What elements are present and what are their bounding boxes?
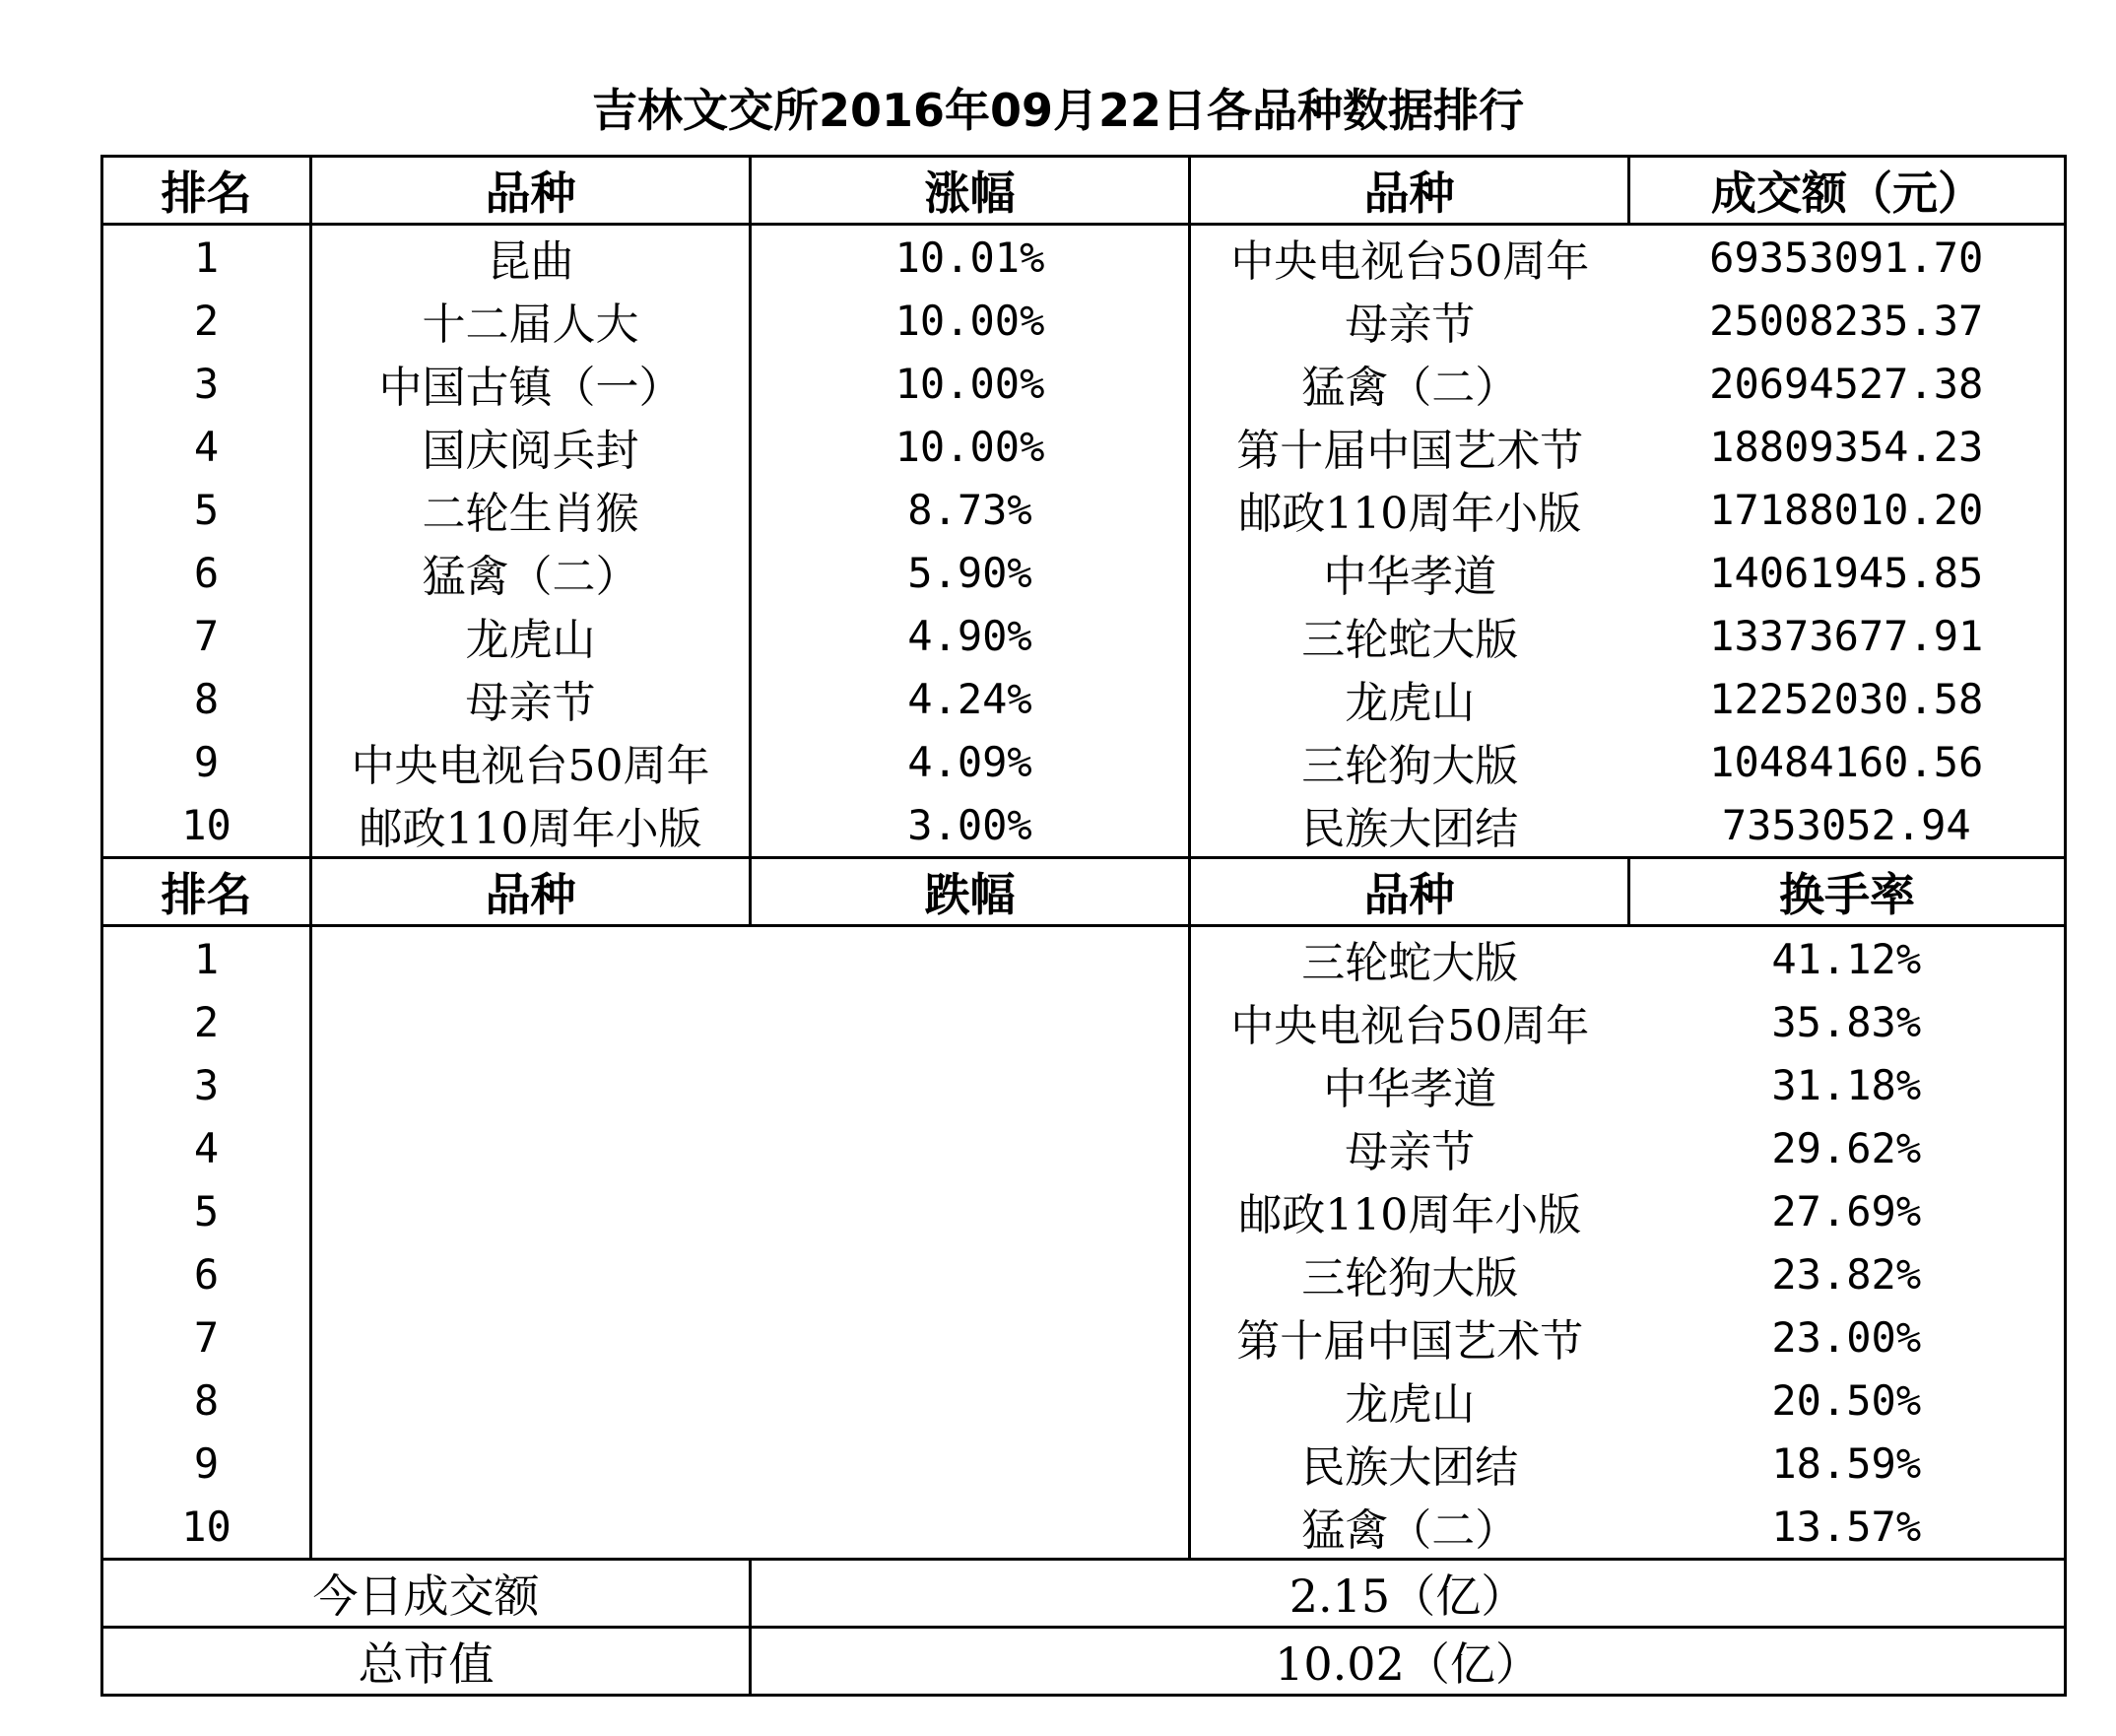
- header-rank: 排名: [102, 157, 311, 225]
- header-gainer-name: 品种: [311, 157, 751, 225]
- drop-cell: [751, 1179, 1190, 1242]
- turnover-rate-cell: 27.69%: [1629, 1179, 2066, 1242]
- table-row: [102, 478, 2066, 541]
- gain-cell: 3.00%: [751, 793, 1190, 858]
- drop-cell: [751, 1242, 1190, 1305]
- drop-cell: [751, 1305, 1190, 1369]
- volume-value-cell: 25008235.37: [1629, 289, 2066, 352]
- volume-name-cell: 母亲节: [1190, 289, 1629, 352]
- rank-cell: 4: [102, 415, 311, 478]
- turnover-name-cell: 中华孝道: [1190, 1053, 1629, 1116]
- gain-cell: 10.00%: [894, 359, 1045, 408]
- gainer-name-cell: 昆曲: [311, 225, 751, 290]
- volume-value-cell: 69353091.70: [1629, 225, 2066, 290]
- turnover-rate-cell: 13.57%: [1629, 1495, 2066, 1560]
- table-row: [102, 730, 2066, 793]
- rank-cell: 2: [102, 990, 311, 1053]
- section1-body: [102, 225, 2066, 858]
- page-title: 吉林文交所2016年09月22日各品种数据排行: [591, 84, 1525, 137]
- volume-name-cell: 第十届中国艺术节: [1190, 415, 1629, 478]
- loser-name-cell: [311, 1179, 751, 1242]
- table-row: [102, 604, 2066, 667]
- header-volume-value: 成交额（元）: [1629, 157, 2066, 225]
- section2-body: [102, 926, 2066, 1560]
- header-loser-name: 品种: [311, 858, 751, 926]
- gainer-name-cell: 中央电视台50周年: [311, 730, 751, 793]
- header-turnover-name: 品种: [1190, 858, 1629, 926]
- table-row: [102, 1179, 2066, 1242]
- gainer-name-cell: 邮政110周年小版: [311, 793, 751, 858]
- turnover-name-cell: 母亲节: [1190, 1116, 1629, 1179]
- rank-cell: 7: [102, 604, 311, 667]
- loser-name-cell: [311, 990, 751, 1053]
- volume-name-cell: 民族大团结: [1190, 793, 1629, 858]
- header-volume-name: 品种: [1190, 157, 1629, 225]
- table-row: [102, 667, 2066, 730]
- turnover-rate-cell: 31.18%: [1629, 1053, 2066, 1116]
- table-row: [102, 1242, 2066, 1305]
- table-row: [102, 415, 2066, 478]
- ranking-table-wrapper: [100, 155, 2064, 1697]
- header-gain: 涨幅: [751, 157, 1190, 225]
- volume-value-cell: 18809354.23: [1629, 415, 2066, 478]
- rank-cell: 10: [102, 793, 311, 858]
- rank-cell: 6: [102, 541, 311, 604]
- table-row: [102, 541, 2066, 604]
- volume-value-cell: 10484160.56: [1629, 730, 2066, 793]
- loser-name-cell: [311, 1369, 751, 1432]
- drop-cell: [751, 990, 1190, 1053]
- loser-name-cell: [311, 926, 751, 991]
- marketcap-label: 总市值: [102, 1628, 751, 1696]
- loser-name-cell: [311, 1432, 751, 1495]
- volume-name-cell: 三轮狗大版: [1190, 730, 1629, 793]
- rank-cell: 9: [102, 730, 311, 793]
- gain-cell: 10.00%: [894, 422, 1045, 471]
- gain-cell: 4.90%: [907, 611, 1032, 660]
- table-row: [102, 793, 2066, 858]
- table-row: [102, 352, 2066, 415]
- summary-marketcap-row: [102, 1628, 2066, 1696]
- gain-cell: 4.09%: [907, 737, 1032, 786]
- turnover-rate-cell: 29.62%: [1629, 1116, 2066, 1179]
- gain-cell: 10.01%: [894, 233, 1045, 282]
- rank-cell: 2: [102, 289, 311, 352]
- volume-name-cell: 三轮蛇大版: [1190, 604, 1629, 667]
- turnover-name-cell: 中央电视台50周年: [1190, 990, 1629, 1053]
- rank-cell: 5: [102, 1179, 311, 1242]
- gain-cell: 10.00%: [894, 296, 1045, 345]
- table-row: [102, 289, 2066, 352]
- gainer-name-cell: 中国古镇（一）: [311, 352, 751, 415]
- turnover-name-cell: 三轮狗大版: [1190, 1242, 1629, 1305]
- turnover-label: 今日成交额: [102, 1560, 751, 1628]
- drop-cell: [751, 1432, 1190, 1495]
- ranking-table: [100, 155, 2067, 1697]
- turnover-rate-cell: 41.12%: [1629, 926, 2066, 991]
- volume-value-cell: 14061945.85: [1629, 541, 2066, 604]
- table-row: [102, 1305, 2066, 1369]
- summary-turnover-row: [102, 1560, 2066, 1628]
- marketcap-value: 10.02（亿）: [751, 1628, 2066, 1696]
- rank-cell: 5: [102, 478, 311, 541]
- loser-name-cell: [311, 1116, 751, 1179]
- rank-cell: 6: [102, 1242, 311, 1305]
- volume-value-cell: 12252030.58: [1629, 667, 2066, 730]
- rank-cell: 1: [102, 225, 311, 290]
- turnover-name-cell: 民族大团结: [1190, 1432, 1629, 1495]
- turnover-rate-cell: 23.00%: [1629, 1305, 2066, 1369]
- rank-cell: 4: [102, 1116, 311, 1179]
- rank-cell: 7: [102, 1305, 311, 1369]
- volume-value-cell: 7353052.94: [1629, 793, 2066, 858]
- volume-value-cell: 13373677.91: [1629, 604, 2066, 667]
- loser-name-cell: [311, 1242, 751, 1305]
- turnover-rate-cell: 35.83%: [1629, 990, 2066, 1053]
- rank-cell: 3: [102, 1053, 311, 1116]
- volume-name-cell: 猛禽（二）: [1190, 352, 1629, 415]
- header-turnover-rate: 换手率: [1629, 858, 2066, 926]
- gainer-name-cell: 二轮生肖猴: [311, 478, 751, 541]
- drop-cell: [751, 1116, 1190, 1179]
- rank-cell: 3: [102, 352, 311, 415]
- table-row: [102, 1369, 2066, 1432]
- turnover-name-cell: 猛禽（二）: [1190, 1495, 1629, 1560]
- drop-cell: [751, 1053, 1190, 1116]
- rank-cell: 8: [102, 1369, 311, 1432]
- volume-name-cell: 龙虎山: [1190, 667, 1629, 730]
- turnover-rate-cell: 20.50%: [1629, 1369, 2066, 1432]
- gainer-name-cell: 母亲节: [311, 667, 751, 730]
- gainer-name-cell: 龙虎山: [311, 604, 751, 667]
- table-row: [102, 1053, 2066, 1116]
- gainer-name-cell: 十二届人大: [311, 289, 751, 352]
- table-row: [102, 926, 2066, 991]
- gainer-name-cell: 国庆阅兵封: [311, 415, 751, 478]
- loser-name-cell: [311, 1053, 751, 1116]
- rank-cell: 8: [102, 667, 311, 730]
- rank-cell: 9: [102, 1432, 311, 1495]
- header-rank: 排名: [102, 858, 311, 926]
- turnover-name-cell: 第十届中国艺术节: [1190, 1305, 1629, 1369]
- loser-name-cell: [311, 1495, 751, 1560]
- volume-value-cell: 17188010.20: [1629, 478, 2066, 541]
- table-row: [102, 1116, 2066, 1179]
- turnover-name-cell: 邮政110周年小版: [1190, 1179, 1629, 1242]
- drop-cell: [751, 926, 1190, 991]
- section2-header-row: [102, 858, 2066, 926]
- rank-cell: 10: [102, 1495, 311, 1560]
- turnover-name-cell: 龙虎山: [1190, 1369, 1629, 1432]
- volume-name-cell: 中华孝道: [1190, 541, 1629, 604]
- loser-name-cell: [311, 1305, 751, 1369]
- volume-name-cell: 中央电视台50周年: [1190, 225, 1629, 290]
- section1-header-row: [102, 157, 2066, 225]
- table-row: [102, 225, 2066, 290]
- table-row: [102, 990, 2066, 1053]
- drop-cell: [751, 1495, 1190, 1560]
- volume-value-cell: 20694527.38: [1629, 352, 2066, 415]
- volume-name-cell: 邮政110周年小版: [1190, 478, 1629, 541]
- turnover-rate-cell: 23.82%: [1629, 1242, 2066, 1305]
- header-drop: 跌幅: [751, 858, 1190, 926]
- turnover-value: 2.15（亿）: [751, 1560, 2066, 1628]
- table-row: [102, 1432, 2066, 1495]
- gain-cell: 4.24%: [907, 674, 1032, 723]
- gain-cell: 5.90%: [907, 548, 1032, 597]
- gain-cell: 8.73%: [907, 485, 1032, 534]
- turnover-name-cell: 三轮蛇大版: [1190, 926, 1629, 991]
- turnover-rate-cell: 18.59%: [1629, 1432, 2066, 1495]
- rank-cell: 1: [102, 926, 311, 991]
- table-row: [102, 1495, 2066, 1560]
- drop-cell: [751, 1369, 1190, 1432]
- gainer-name-cell: 猛禽（二）: [311, 541, 751, 604]
